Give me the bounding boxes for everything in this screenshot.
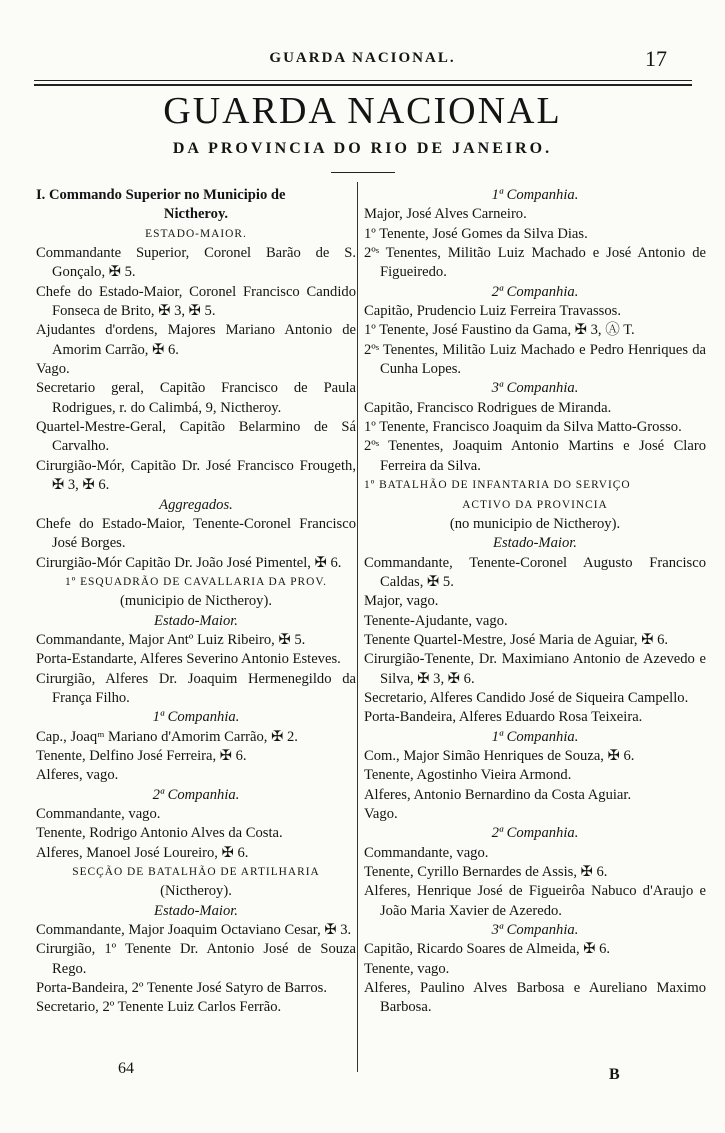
section-heading: Estado-Maior. (154, 612, 238, 629)
section-heading: (municipio de Nictheroy). (120, 593, 272, 610)
roster-entry: Ajudantes d'ordens, Majores Mariano Antonio de Amorim Carrão, ✠ 6. (36, 322, 356, 358)
signature-letter: B (609, 1066, 620, 1083)
roster-entry: Vago. (364, 806, 398, 822)
section-heading: 2ª Companhia. (152, 786, 240, 803)
roster-entry: Chefe do Estado-Maior, Coronel Francisco Candido Fonseca de Brito, ✠ 3, ✠ 5. (36, 283, 356, 320)
roster-entry: Commandante Superior, Coronel Barão de S. Gonçalo, ✠ 5. (36, 245, 356, 281)
section-heading: SECÇÃO DE BATALHÃO DE ARTILHARIA (72, 866, 320, 879)
signature-number: 64 (118, 1060, 134, 1077)
roster-entry: I. Commando Superior no Municipio de (36, 187, 286, 203)
roster-entry: Tenente, Delfino José Ferreira, ✠ 6. (36, 747, 247, 764)
roster-entry: Commandante, vago. (36, 806, 161, 822)
page-number: 17 (645, 46, 667, 71)
roster-entry: Secretario geral, Capitão Francisco de Paula Rodrigues, r. do Calimbá, 9, Nictheroy. (36, 380, 356, 416)
header-rule-thin (34, 80, 692, 81)
roster-entry: Capitão, Francisco Rodrigues de Miranda. (364, 399, 612, 416)
roster-entry: Cirurgião-Mór Capitão Dr. João José Pimentel, ✠ 6. (36, 554, 342, 571)
roster-entry: Capitão, Ricardo Soares de Almeida, ✠ 6. (364, 941, 611, 958)
section-heading: (no municipio de Nictheroy). (449, 515, 621, 532)
roster-entry: Major, vago. (364, 593, 439, 610)
section-heading: Nictheroy. (163, 206, 229, 223)
roster-entry: 2ºˢ Tenentes, Joaquim Antonio Martins e José Claro Ferreira da Silva. (364, 438, 706, 474)
roster-entry: Alferes, vago. (36, 767, 119, 784)
right-column (364, 186, 706, 1018)
roster-entry: Alferes, Paulino Alves Barbosa e Aureliano Maximo Barbosa. (364, 980, 706, 1016)
section-heading: 3ª Companhia. (491, 380, 579, 397)
roster-entry: 2ºˢ Tenentes, Militão Luiz Machado e Pedro Henriques da Cunha Lopes. (364, 341, 706, 378)
section-heading: 1ª Companhia. (491, 187, 579, 203)
section-heading: 2ª Companhia. (491, 283, 579, 300)
roster-entry: Commandante, Major Joaquim Octaviano Cesar, ✠ 3. (36, 922, 352, 939)
section-heading: 2ª Companhia. (491, 825, 579, 842)
section-heading: (Nictheroy). (160, 883, 232, 900)
roster-entry: Chefe do Estado-Maior, Tenente-Coronel Francisco José Borges. (36, 515, 356, 552)
roster-entry: Cirurgião-Mór, Capitão Dr. José Francisco Frougeth, ✠ 3, ✠ 6. (36, 457, 356, 494)
roster-entry: 1º Tenente, José Faustino da Gama, ✠ 3, Ⓐ T. (364, 322, 635, 339)
roster-entry: Tenente-Ajudante, vago. (364, 612, 508, 629)
roster-entry: Cap., Joaqᵐ Mariano d'Amorim Carrão, ✠ 2. (36, 728, 298, 745)
roster-entry: 1º BATALHÃO DE INFANTARIA DO SERVIÇO (364, 479, 631, 492)
roster-entry: Quartel-Mestre-Geral, Capitão Belarmino de Sá Carvalho. (36, 419, 356, 455)
roster-entry: Tenente, vago. (364, 960, 450, 977)
roster-entry: Commandante, Major Antº Luiz Ribeiro, ✠ 5. (36, 631, 306, 648)
roster-entry: Cirurgião-Tenente, Dr. Maximiano Antonio de Azevedo e Silva, ✠ 3, ✠ 6. (364, 651, 706, 687)
running-head (0, 46, 725, 74)
roster-entry: Alferes, Manoel José Loureiro, ✠ 6. (36, 844, 249, 861)
roster-entry: Tenente Quartel-Mestre, José Maria de Aguiar, ✠ 6. (364, 631, 669, 648)
roster-entry: Vago. (36, 361, 70, 378)
section-heading: Aggregados. (159, 496, 233, 513)
running-title: GUARDA NACIONAL. (269, 50, 456, 66)
roster-entry: Cirurgião, 1º Tenente Dr. Antonio José de Souza Rego. (36, 941, 356, 977)
header-rule-thick (34, 84, 692, 86)
main-title: GUARDA NACIONAL (163, 90, 562, 132)
section-heading: ACTIVO DA PROVINCIA (462, 498, 608, 511)
roster-entry: Porta-Bandeira, Alferes Eduardo Rosa Teixeira. (364, 709, 643, 726)
roster-entry: Cirurgião, Alferes Dr. Joaquim Hermenegildo da França Filho. (36, 670, 356, 706)
roster-entry: Secretario, 2º Tenente Luiz Carlos Ferrão. (36, 999, 282, 1016)
section-heading: ESTADO-MAIOR. (145, 227, 247, 240)
section-heading: 1ª Companhia. (152, 709, 240, 726)
roster-entry: 1º Tenente, Francisco Joaquim da Silva Matto-Grosso. (364, 419, 682, 436)
title-divider (331, 172, 395, 173)
roster-entry: Porta-Bandeira, 2º Tenente José Satyro de Barros. (36, 980, 327, 997)
roster-entry: Porta-Estandarte, Alferes Severino Antonio Esteves. (36, 651, 341, 668)
roster-entry: Secretario, Alferes Candido José de Siqueira Campello. (364, 689, 689, 706)
section-heading: Estado-Maior. (493, 535, 577, 552)
section-heading: 1º ESQUADRÃO DE CAVALLARIA DA PROV. (65, 575, 327, 588)
roster-entry: Tenente, Agostinho Vieira Armond. (364, 767, 572, 784)
roster-entry: Tenente, Rodrigo Antonio Alves da Costa. (36, 825, 283, 842)
roster-entry: Commandante, Tenente-Coronel Augusto Francisco Caldas, ✠ 5. (364, 554, 706, 590)
roster-entry: Alferes, Henrique José de Figueirôa Nabuco d'Araujo e João Maria Xavier de Azeredo. (364, 883, 706, 919)
roster-entry: Capitão, Prudencio Luiz Ferreira Travassos. (364, 303, 621, 320)
roster-entry: Major, José Alves Carneiro. (364, 206, 527, 223)
roster-entry: 1º Tenente, José Gomes da Silva Dias. (364, 225, 588, 242)
roster-entry: Tenente, Cyrillo Bernardes de Assis, ✠ 6. (364, 864, 608, 881)
section-heading: Estado-Maior. (154, 902, 238, 919)
roster-entry: Com., Major Simão Henriques de Souza, ✠ 6. (364, 747, 635, 764)
left-column (36, 186, 356, 1018)
sub-title: DA PROVINCIA DO RIO DE JANEIRO. (172, 140, 553, 157)
roster-entry: Alferes, Antonio Bernardino da Costa Aguiar. (364, 786, 632, 803)
column-divider (357, 182, 358, 1072)
roster-entry: 2ºˢ Tenentes, Militão Luiz Machado e José Antonio de Figueiredo. (364, 245, 706, 281)
section-heading: 1ª Companhia. (491, 728, 579, 745)
roster-entry: Commandante, vago. (364, 844, 489, 861)
section-heading: 3ª Companhia. (491, 922, 579, 939)
